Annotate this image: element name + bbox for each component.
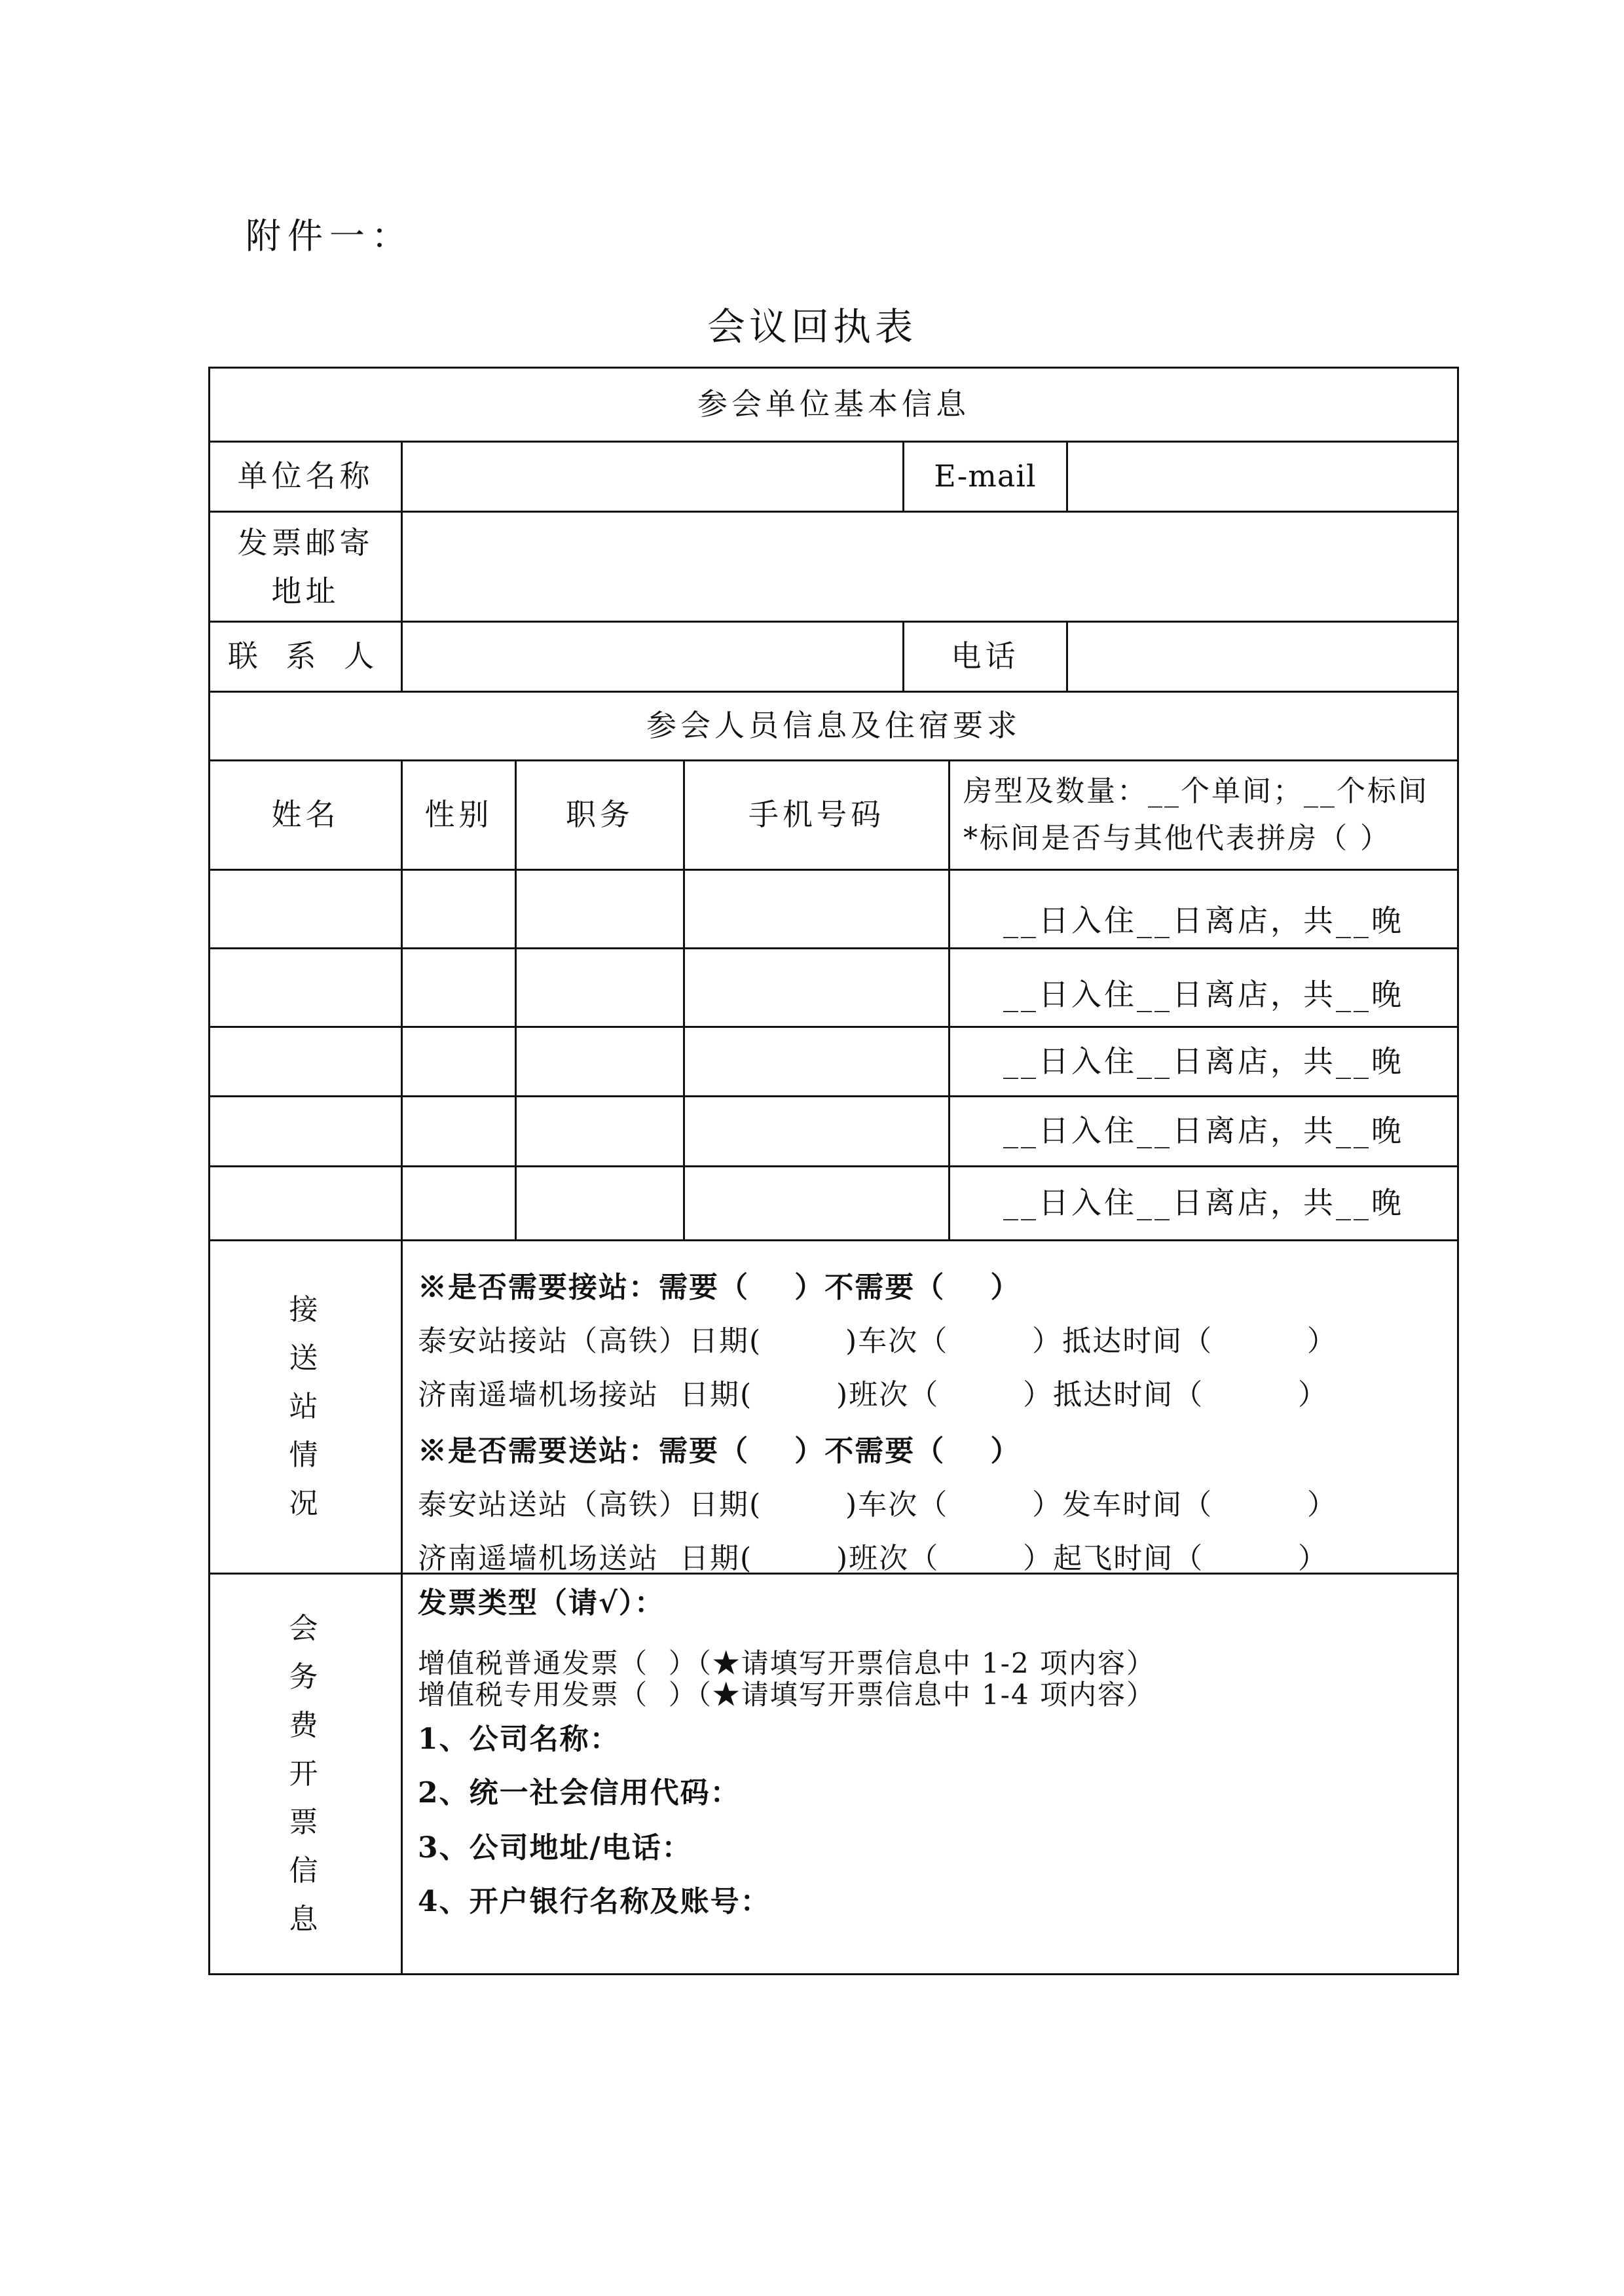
invoice-label-char: 开 (289, 1757, 322, 1791)
dropoff-taian-station[interactable]: 泰安站送站（高铁）日期( )车次（ ）发车时间（ ） (418, 1488, 1337, 1522)
phone-label: 电话 (951, 638, 1020, 674)
attendee-position-field[interactable] (517, 949, 683, 1026)
col-header-gender: 性别 (424, 797, 493, 833)
invoice-field-company-name[interactable]: 1、公司名称： (418, 1722, 620, 1756)
dropoff-needed-question[interactable]: ※是否需要送站：需要（ ）不需要（ ） (418, 1434, 1021, 1468)
col-header-position: 职务 (566, 797, 634, 833)
invoice-address-label (210, 513, 401, 621)
col-header-mobile: 手机号码 (748, 797, 885, 833)
invoice-label-char: 息 (289, 1902, 322, 1936)
attendee-gender-field[interactable] (403, 1097, 515, 1165)
attendee-mobile-field[interactable] (685, 871, 948, 947)
email-label: E-mail (934, 458, 1037, 494)
attendee-gender-field[interactable] (403, 1028, 515, 1095)
invoice-label-char: 费 (289, 1708, 322, 1742)
transport-label-char: 情 (289, 1438, 322, 1472)
invoice-label-char: 信 (289, 1853, 322, 1887)
transport-section-label (210, 1241, 401, 1573)
attendee-name-field[interactable] (210, 1097, 401, 1165)
transport-label-char: 况 (289, 1487, 322, 1520)
attendee-position-field[interactable] (517, 871, 683, 947)
attendee-name-field[interactable] (210, 871, 401, 947)
invoice-field-bank-account[interactable]: 4、开户银行名称及账号： (418, 1885, 771, 1918)
attendee-name-field[interactable] (210, 1167, 401, 1239)
phone-field[interactable] (1068, 623, 1457, 691)
table-border-right (1457, 367, 1459, 1975)
contact-label: 联 系 人 (227, 638, 384, 674)
attendee-position-field[interactable] (517, 1028, 683, 1095)
attendee-stay-field[interactable]: __日入住__日离店，共__晚 (1003, 1113, 1404, 1149)
transport-label-char: 接 (289, 1293, 322, 1326)
form-title: 会议回执表 (707, 304, 917, 349)
attendee-stay-field[interactable]: __日入住__日离店，共__晚 (1003, 902, 1404, 938)
attendee-gender-field[interactable] (403, 871, 515, 947)
attachment-label: 附件一： (246, 215, 413, 257)
invoice-field-credit-code[interactable]: 2、统一社会信用代码： (418, 1776, 741, 1810)
col-divider (401, 1239, 403, 1975)
unit-name-label: 单位名称 (237, 458, 374, 494)
email-field[interactable] (1068, 443, 1457, 511)
invoice-section-label (210, 1575, 401, 1973)
invoice-option-special[interactable]: 增值税专用发票（ ）（★请填写开票信息中 1-4 项内容） (418, 1679, 1156, 1711)
attendee-position-field[interactable] (517, 1167, 683, 1239)
col-header-name: 姓名 (271, 797, 340, 833)
pickup-needed-question[interactable]: ※是否需要接站：需要（ ）不需要（ ） (418, 1271, 1021, 1304)
attendee-position-field[interactable] (517, 1097, 683, 1165)
table-border-bottom (208, 1973, 1459, 1975)
invoice-field-address-phone[interactable]: 3、公司地址/电话： (418, 1831, 692, 1865)
unit-name-field[interactable] (403, 443, 902, 511)
attendee-stay-field[interactable]: __日入住__日离店，共__晚 (1003, 1043, 1404, 1079)
room-share-question: *标间是否与其他代表拼房（ ） (963, 822, 1391, 855)
dropoff-jinan-airport[interactable]: 济南遥墙机场送站 日期( )班次（ ）起飞时间（ ） (418, 1542, 1328, 1575)
attendee-gender-field[interactable] (403, 1167, 515, 1239)
invoice-address-field[interactable] (403, 513, 1457, 621)
pickup-jinan-airport[interactable]: 济南遥墙机场接站 日期( )班次（ ）抵达时间（ ） (418, 1378, 1328, 1412)
transport-label-char: 站 (289, 1390, 322, 1423)
room-type-quantity: 房型及数量：__个单间；__个标间 (963, 774, 1429, 808)
col-header-room (950, 761, 1457, 869)
pickup-taian-station[interactable]: 泰安站接站（高铁）日期( )车次（ ）抵达时间（ ） (418, 1324, 1337, 1358)
attendee-mobile-field[interactable] (685, 1097, 948, 1165)
attendee-name-field[interactable] (210, 1028, 401, 1095)
attendee-name-field[interactable] (210, 949, 401, 1026)
attendee-mobile-field[interactable] (685, 1028, 948, 1095)
attendee-mobile-field[interactable] (685, 1167, 948, 1239)
invoice-address-label-line2: 地址 (271, 573, 340, 609)
invoice-label-char: 会 (289, 1611, 322, 1645)
attendee-stay-field[interactable]: __日入住__日离店，共__晚 (1003, 976, 1404, 1012)
invoice-label-char: 票 (289, 1805, 322, 1839)
attendee-stay-field[interactable]: __日入住__日离店，共__晚 (1003, 1185, 1404, 1221)
contact-field[interactable] (403, 623, 902, 691)
section-attendee-header: 参会人员信息及住宿要求 (646, 708, 1021, 744)
section-basic-info-header: 参会单位基本信息 (697, 386, 970, 422)
invoice-option-general[interactable]: 增值税普通发票（ ）（★请填写开票信息中 1-2 项内容） (418, 1647, 1156, 1679)
invoice-address-label-line1: 发票邮寄 (237, 524, 374, 560)
attendee-mobile-field[interactable] (685, 949, 948, 1026)
attendee-gender-field[interactable] (403, 949, 515, 1026)
transport-label-char: 送 (289, 1341, 322, 1375)
invoice-label-char: 务 (289, 1660, 322, 1694)
invoice-type-label: 发票类型（请√）： (418, 1586, 665, 1620)
